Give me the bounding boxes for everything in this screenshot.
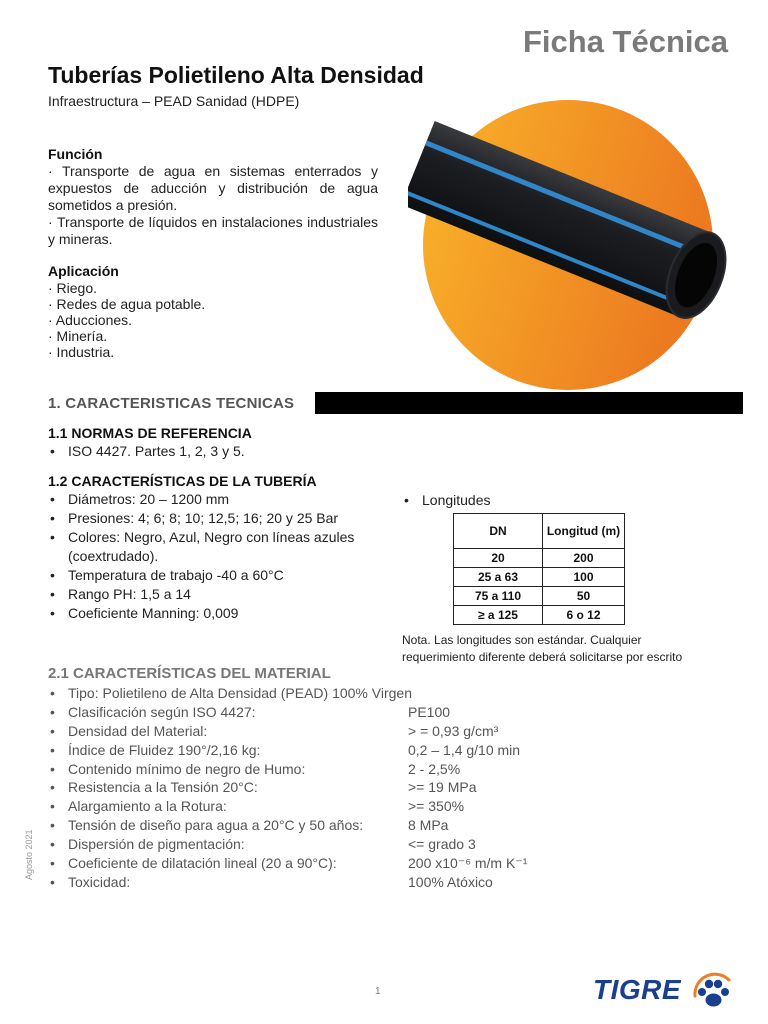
table-row <box>454 549 625 568</box>
list-item: · Redes de agua potable. <box>48 296 206 312</box>
material-heading: 2.1 CARACTERÍSTICAS DEL MATERIAL <box>48 665 331 682</box>
property-row: • Dispersión de pigmentación: <= grado 3 <box>50 836 476 853</box>
property-label: Dispersión de pigmentación: <box>68 836 245 853</box>
list-item-continuation: (coextrudado). <box>68 548 159 564</box>
property-value: > = 0,93 g/cm³ <box>408 722 499 739</box>
note-line: Nota. Las longitudes son estándar. Cualquier <box>402 633 642 647</box>
list-item: • Colores: Negro, Azul, Negro con líneas azules <box>48 528 388 547</box>
list-item: · Industria. <box>48 344 115 360</box>
property-label: Resistencia a la Tensión 20°C: <box>68 779 258 796</box>
property-value: 2 - 2,5% <box>408 760 461 777</box>
property-label: Tensión de diseño para agua a 20°C y 50 años: <box>68 817 364 834</box>
table-cell: 6 o 12 <box>543 606 625 625</box>
paw-icon <box>689 966 735 1012</box>
property-value: >= 350% <box>408 798 465 815</box>
table-header-cell: Longitud (m) <box>543 514 625 549</box>
pipe-product-image <box>408 95 748 395</box>
property-row: • Toxicidad: 100% Atóxico <box>50 873 493 890</box>
list-item: • Presiones: 4; 6; 8; 10; 12,5; 16; 20 y 25 Bar <box>48 509 388 528</box>
longitudes-note <box>402 632 682 666</box>
brand-name: TIGRE <box>593 974 682 1005</box>
table-cell: 50 <box>543 587 625 606</box>
funcion-heading: Función <box>48 146 103 162</box>
property-label: Contenido mínimo de negro de Humo: <box>68 760 306 777</box>
property-label: Clasificación según ISO 4427: <box>68 703 256 720</box>
property-value: <= grado 3 <box>408 836 476 853</box>
table-cell: 20 <box>454 549 543 568</box>
list-item: • Temperatura de trabajo -40 a 60°C <box>48 566 388 585</box>
table-cell: ≥ a 125 <box>454 606 543 625</box>
property-label: Toxicidad: <box>68 873 131 890</box>
property-value: >= 19 MPa <box>408 779 477 796</box>
table-row <box>454 587 625 606</box>
normas-heading: 1.1 NORMAS DE REFERENCIA <box>48 425 252 441</box>
list-item: • Coeficiente Manning: 0,009 <box>48 604 388 623</box>
list-item: · Aducciones. <box>48 312 133 328</box>
page-number: 1 <box>375 986 381 997</box>
tuberia-heading: 1.2 CARACTERÍSTICAS DE LA TUBERÍA <box>48 473 317 489</box>
normas-list <box>48 442 245 461</box>
property-row: • Resistencia a la Tensión 20°C: >= 19 MPa <box>50 779 477 796</box>
table-row <box>454 568 625 587</box>
section-title: 1. CARACTERISTICAS TECNICAS <box>48 395 295 412</box>
table-cell: 200 <box>543 549 625 568</box>
property-row: • Densidad del Material: > = 0,93 g/cm³ <box>50 722 499 739</box>
note-line: requerimiento diferente deberá solicitarse por escrito <box>402 650 683 664</box>
list-item: · Riego. <box>48 280 98 296</box>
page-subtitle: Infraestructura – PEAD Sanidad (HDPE) <box>48 93 300 109</box>
property-value: 8 MPa <box>408 817 449 834</box>
longitudes-list <box>402 491 491 510</box>
property-row: • Alargamiento a la Rotura: >= 350% <box>50 798 465 815</box>
table-cell: 25 a 63 <box>454 568 543 587</box>
property-value: PE100 <box>408 703 451 720</box>
table-cell: 100 <box>543 568 625 587</box>
property-row: • Índice de Fluidez 190°/2,16 kg: 0,2 – 1,4 g/10 min <box>50 741 521 758</box>
tigre-logo <box>593 966 738 1012</box>
document-date: Agosto 2021 <box>24 829 34 880</box>
property-row: • Tensión de diseño para agua a 20°C y 50 años: 8 MPa <box>50 817 449 834</box>
aplicacion-heading: Aplicación <box>48 263 119 279</box>
page-title: Tuberías Polietileno Alta Densidad <box>48 62 424 88</box>
property-value: 200 x10⁻⁶ m/m K⁻¹ <box>408 855 528 872</box>
property-label: Alargamiento a la Rotura: <box>68 798 227 815</box>
table-cell: 75 a 110 <box>454 587 543 606</box>
funcion-text <box>48 163 378 248</box>
list-item: • Diámetros: 20 – 1200 mm <box>48 490 388 509</box>
property-row: • Tipo: Polietileno de Alta Densidad (PEAD) 100% Virgen <box>50 685 412 701</box>
property-label: Índice de Fluidez 190°/2,16 kg: <box>68 741 261 758</box>
table-row <box>454 606 625 625</box>
longitudes-label: • Longitudes <box>402 491 491 510</box>
section-divider-bar <box>315 392 743 414</box>
property-row: • Coeficiente de dilatación lineal (20 a 90°C): 200 x10⁻⁶ m/m K⁻¹ <box>50 855 528 872</box>
property-value: 100% Atóxico <box>408 873 493 890</box>
list-item: • Rango PH: 1,5 a 14 <box>48 585 388 604</box>
property-value: 0,2 – 1,4 g/10 min <box>408 741 521 758</box>
list-item: • ISO 4427. Partes 1, 2, 3 y 5. <box>48 442 245 461</box>
funcion-paragraph: · Transporte de agua en sistemas enterrados y expuestos de aducción y distribución de agua sometidos a presión. <box>48 163 378 213</box>
table-header-cell: DN <box>454 514 543 549</box>
material-properties <box>48 684 748 892</box>
property-label: Tipo: Polietileno de Alta Densidad (PEAD) 100% Virgen <box>68 685 412 701</box>
table-header-row <box>454 514 625 549</box>
tuberia-list <box>48 490 388 623</box>
property-row: • Contenido mínimo de negro de Humo: 2 - 2,5% <box>50 760 461 777</box>
property-label: Densidad del Material: <box>68 722 208 739</box>
aplicacion-list <box>48 280 205 360</box>
document-type: Ficha Técnica <box>522 24 728 59</box>
funcion-paragraph: · Transporte de líquidos en instalaciones industriales y mineras. <box>48 214 378 247</box>
longitudes-table <box>453 513 625 625</box>
property-label: Coeficiente de dilatación lineal (20 a 90°C): <box>68 855 337 872</box>
property-row: • Clasificación según ISO 4427: PE100 <box>50 703 451 720</box>
list-item: · Minería. <box>48 328 108 344</box>
